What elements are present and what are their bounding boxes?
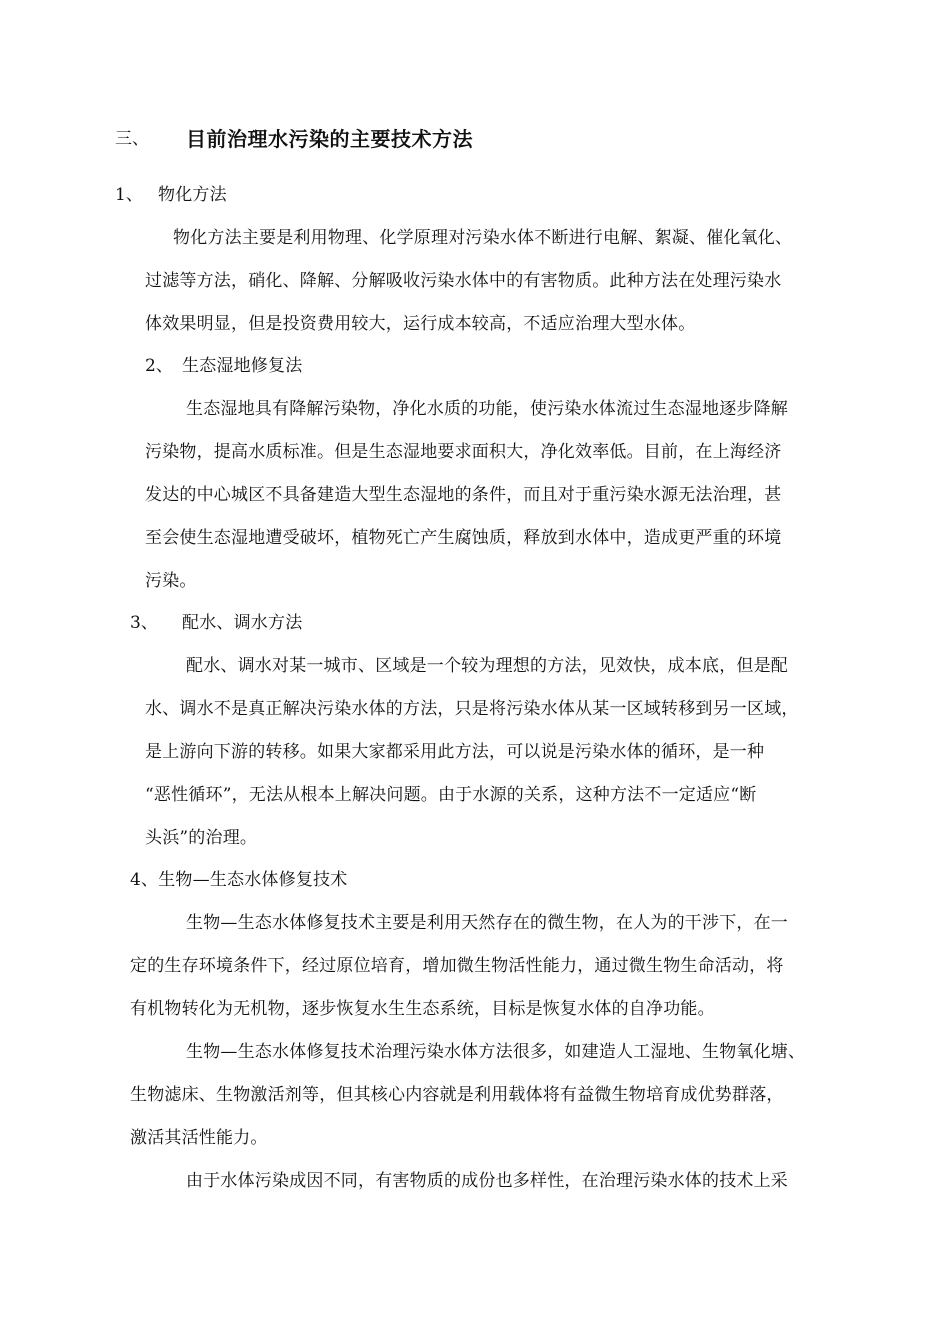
- subsection-4-para-1-line-2: 定的生存环境条件下，经过原位培育，增加微生物活性能力，通过微生物生命活动，将: [130, 956, 784, 976]
- subsection-4-para-2-line-3: 激活其活性能力。: [130, 1128, 268, 1148]
- subsection-1-line-3: 体效果明显，但是投资费用较大，运行成本较高，不适应治理大型水体。: [145, 314, 696, 334]
- subsection-3-title: 配水、调水方法: [182, 613, 303, 633]
- subsection-3-line-1: 配水、调水对某一城市、区域是一个较为理想的方法，见效快，成本底，但是配: [186, 656, 788, 676]
- subsection-1-number: 1、: [115, 185, 143, 205]
- subsection-4-para-2-line-2: 生物滤床、生物激活剂等，但其核心内容就是利用载体将有益微生物培育成优势群落，: [130, 1085, 784, 1105]
- subsection-1-line-2: 过滤等方法，硝化、降解、分解吸收污染水体中的有害物质。此种方法在处理污染水: [145, 271, 782, 291]
- section-title: 目前治理水污染的主要技术方法: [186, 127, 473, 151]
- subsection-4-heading: 4、生物—生态水体修复技术: [130, 870, 348, 890]
- subsection-2-line-5: 污染。: [145, 571, 197, 591]
- subsection-2-title: 生态湿地修复法: [182, 356, 303, 376]
- subsection-1-title: 物化方法: [158, 185, 227, 205]
- subsection-4-para-3-line-1: 由于水体污染成因不同，有害物质的成份也多样性，在治理污染水体的技术上采: [186, 1171, 788, 1191]
- subsection-3-line-5: 头浜”的治理。: [145, 828, 258, 848]
- subsection-4-para-1-line-1: 生物—生态水体修复技术主要是利用天然存在的微生物，在人为的干涉下，在一: [186, 913, 788, 933]
- subsection-3-number: 3、: [130, 613, 158, 633]
- subsection-2-line-4: 至会使生态湿地遭受破坏，植物死亡产生腐蚀质，释放到水体中，造成更严重的环境: [145, 528, 782, 548]
- subsection-2-line-3: 发达的中心城区不具备建造大型生态湿地的条件，而且对于重污染水源无法治理，甚: [145, 485, 782, 505]
- subsection-2-line-2: 污染物，提高水质标准。但是生态湿地要求面积大，净化效率低。目前，在上海经济: [145, 442, 782, 462]
- subsection-3-line-2: 水、调水不是真正解决污染水体的方法，只是将污染水体从某一区域转移到另一区域，: [145, 699, 799, 719]
- section-number: 三、: [115, 129, 149, 149]
- subsection-4-para-2-line-1: 生物—生态水体修复技术治理污染水体方法很多，如建造人工湿地、生物氧化塘、: [186, 1042, 806, 1062]
- subsection-2-line-1: 生态湿地具有降解污染物，净化水质的功能，使污染水体流过生态湿地逐步降解: [186, 399, 788, 419]
- subsection-2-number: 2、: [145, 356, 173, 376]
- subsection-3-line-3: 是上游向下游的转移。如果大家都采用此方法，可以说是污染水体的循环，是一种: [145, 742, 765, 762]
- subsection-3-line-4: “恶性循环”，无法从根本上解决问题。由于水源的关系，这种方法不一定适应“断: [145, 785, 757, 805]
- subsection-4-para-1-line-3: 有机物转化为无机物，逐步恢复水生生态系统，目标是恢复水体的自净功能。: [130, 999, 715, 1019]
- subsection-1-line-1: 物化方法主要是利用物理、化学原理对污染水体不断进行电解、絮凝、催化氧化、: [173, 228, 793, 248]
